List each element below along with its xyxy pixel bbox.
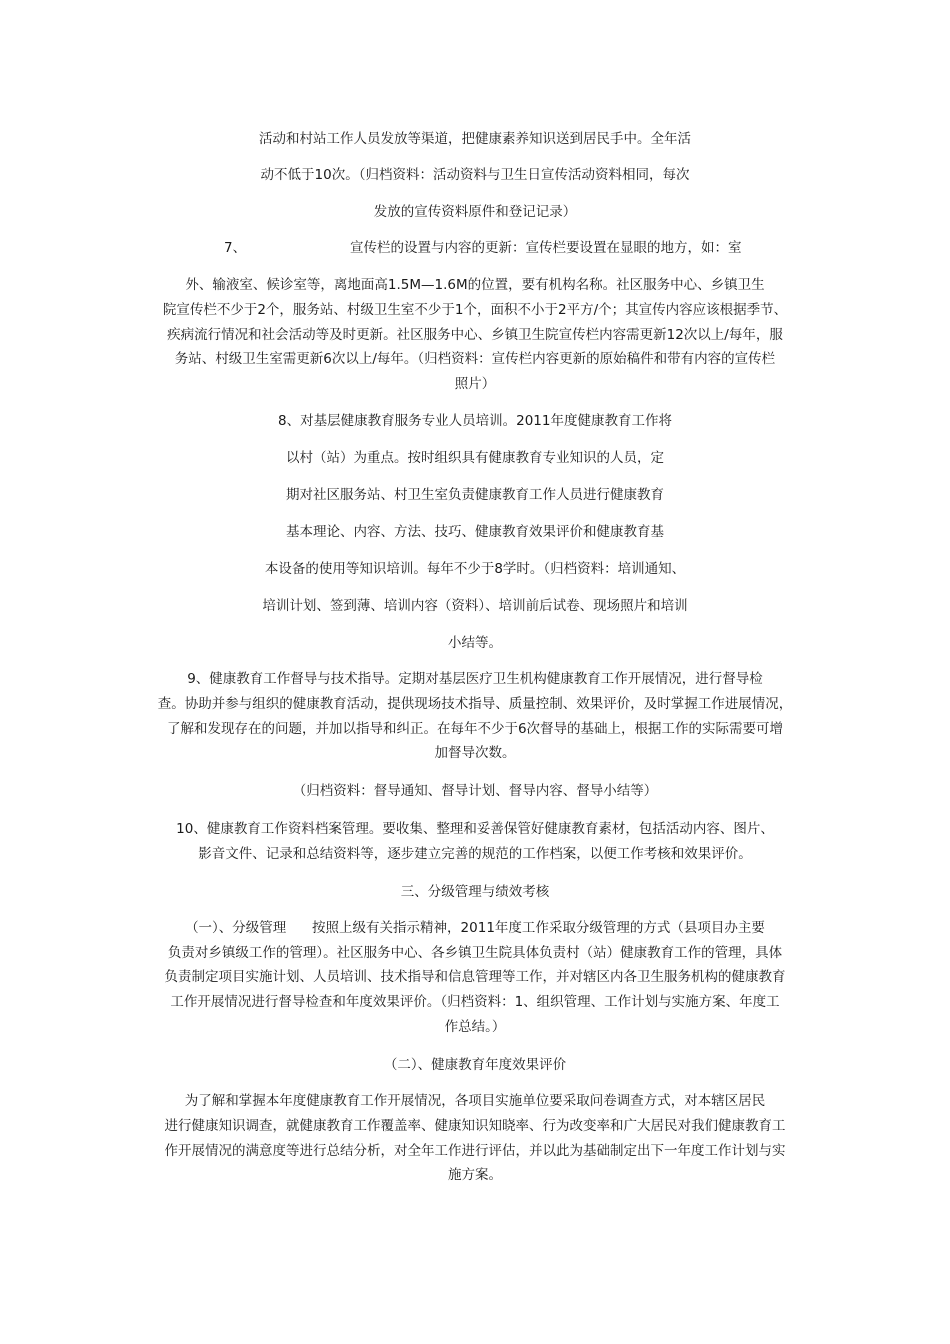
paragraph-6-line: 发放的宣传资料原件和登记记录）	[373, 204, 577, 220]
section-3-2-line: 进行健康知识调查，就健康教育工作覆盖率、健康知识知晓率、行为改变率和广大居民对我们健康教育工	[164, 1118, 786, 1134]
item-8-line: 以村（站）为重点。按时组织具有健康教育专业知识的人员，定	[286, 450, 664, 466]
item-7-line: 务站、村级卫生室需更新6次以上/每年。（归档资料：宣传栏内容更新的原始稿件和带有内容的宣传栏	[174, 351, 776, 367]
section-3-1-line: 负责制定项目实施计划、人员培训、技术指导和信息管理等工作，并对辖区内各卫生服务机构的健康教育	[164, 969, 786, 985]
section-3-1-line: 负责对乡镇级工作的管理）。社区服务中心、各乡镇卫生院具体负责村（站）健康教育工作的管理，具体	[167, 945, 783, 961]
section-3-1-line: （一）、分级管理 按照上级有关指示精神，2011年度工作采取分级管理的方式（县项目办主要	[185, 920, 765, 936]
item-9-line: 9、健康教育工作督导与技术指导。定期对基层医疗卫生机构健康教育工作开展情况，进行督导检	[187, 671, 763, 687]
section-3-2-line: 施方案。	[448, 1167, 502, 1183]
item-8-line: 基本理论、内容、方法、技巧、健康教育效果评价和健康教育基	[286, 524, 664, 540]
item-7-line: 疾病流行情况和社会活动等及时更新。社区服务中心、乡镇卫生院宣传栏内容需更新12次以上/每年，服	[167, 327, 783, 343]
item-9-line: 了解和发现存在的问题，并加以指导和纠正。在每年不少于6次督导的基础上，根据工作的实际需要可增	[166, 721, 784, 737]
item-7-number: 7、	[224, 240, 247, 256]
item-8-line: 本设备的使用等知识培训。每年不少于8学时。（归档资料：培训通知、	[264, 561, 686, 577]
item-10-line: 影音文件、记录和总结资料等，逐步建立完善的规范的工作档案，以便工作考核和效果评价。	[198, 846, 752, 862]
item-10-line: 10、健康教育工作资料档案管理。要收集、整理和妥善保管好健康教育素材，包括活动内容、图片、	[176, 821, 774, 837]
item-9-archive: （归档资料：督导通知、督导计划、督导内容、督导小结等）	[292, 783, 658, 799]
item-8-line: 培训计划、签到薄、培训内容（资料）、培训前后试卷、现场照片和培训	[262, 598, 688, 614]
item-7-line: 院宣传栏不少于2个，服务站、村级卫生室不少于1个，面积不小于2平方/个；其宣传内容应该根据季节、	[162, 302, 788, 318]
item-7-line: 照片）	[454, 376, 496, 392]
item-8-line: 期对社区服务站、村卫生室负责健康教育工作人员进行健康教育	[286, 487, 664, 503]
item-8-line: 8、对基层健康教育服务专业人员培训。2011年度健康教育工作将	[278, 413, 672, 429]
item-7-line: 外、输液室、候诊室等，离地面高1.5M—1.6M的位置，要有机构名称。社区服务中心、乡镇卫生	[185, 277, 765, 293]
section-3-2-line: 为了解和掌握本年度健康教育工作开展情况，各项目实施单位要采取问卷调查方式，对本辖区居民	[184, 1093, 766, 1109]
item-8-line: 小结等。	[448, 635, 502, 651]
section-3-1-line: 作总结。）	[444, 1019, 506, 1035]
paragraph-6-line: 动不低于10次。（归档资料：活动资料与卫生日宣传活动资料相同，每次	[260, 167, 690, 183]
section-3-2-line: 作开展情况的满意度等进行总结分析，对全年工作进行评估，并以此为基础制定出下一年度工作计划与实	[164, 1143, 786, 1159]
item-9-line: 查。协助并参与组织的健康教育活动，提供现场技术指导、质量控制、效果评价，及时掌握工作进展情况，	[157, 696, 793, 712]
section-3-2-heading: （二）、健康教育年度效果评价	[383, 1057, 567, 1073]
section-3-1-line: 工作开展情况进行督导检查和年度效果评价。（归档资料：1、组织管理、工作计划与实施方案、年度工	[170, 994, 780, 1010]
section-3-heading: 三、分级管理与绩效考核	[400, 884, 550, 900]
paragraph-6-line: 活动和村站工作人员发放等渠道，把健康素养知识送到居民手中。全年活	[259, 131, 691, 147]
item-9-line: 加督导次数。	[434, 745, 516, 761]
item-7-first-line: 宣传栏的设置与内容的更新：宣传栏要设置在显眼的地方，如：室	[350, 240, 742, 256]
